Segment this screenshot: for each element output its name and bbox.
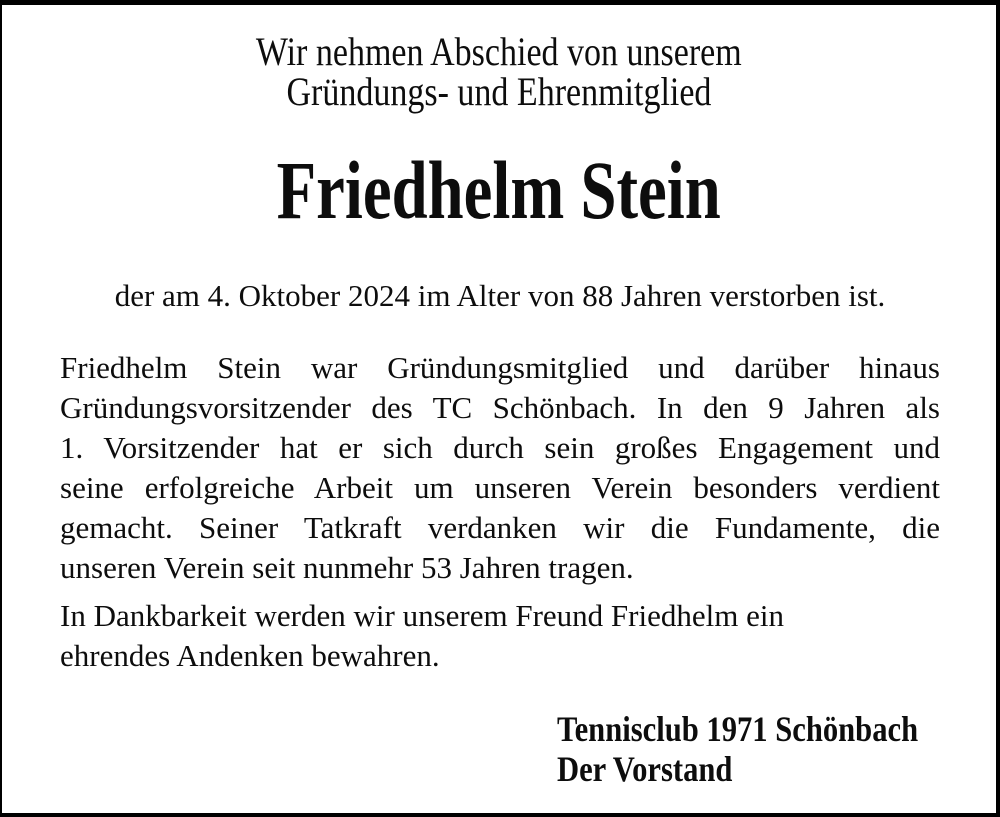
tribute-line-4: seine erfolgreiche Arbeit um unseren Verein besonders verdient (60, 470, 940, 505)
intro-block (2, 29, 996, 114)
remembrance-line-1: In Dankbarkeit werden wir unserem Freund Friedhelm ein (60, 598, 784, 633)
remembrance-paragraph (60, 596, 940, 676)
deceased-name-heading (2, 145, 996, 235)
intro-line-1-text: Wir nehmen Abschied von unserem (256, 29, 742, 74)
tribute-line-3: 1. Vorsitzender hat er sich durch sein großes Engagement und (60, 430, 940, 465)
tribute-line-6: unseren Verein seit nunmehr 53 Jahren tragen. (60, 550, 634, 585)
signature-organization: Tennisclub 1971 Schönbach (557, 709, 919, 749)
intro-line-1 (2, 29, 996, 74)
tribute-paragraph (60, 348, 940, 588)
tribute-line-2: Gründungsvorsitzender des TC Schönbach. In den 9 Jahren als (60, 390, 940, 425)
tribute-line-5: gemacht. Seiner Tatkraft verdanken wir die Fundamente, die (60, 510, 940, 545)
remembrance-line-2: ehrendes Andenken bewahren. (60, 638, 440, 673)
tribute-line-1: Friedhelm Stein war Gründungsmitglied und darüber hinaus (60, 350, 940, 385)
signature-signer: Der Vorstand (557, 749, 733, 789)
signature-block (557, 709, 918, 789)
intro-line-2-text: Gründungs- und Ehrenmitglied (286, 69, 712, 114)
deceased-name-text: Friedhelm Stein (276, 144, 722, 236)
death-statement: der am 4. Oktober 2024 im Alter von 88 Jahren verstorben ist. (114, 278, 886, 313)
intro-line-2 (2, 69, 996, 114)
